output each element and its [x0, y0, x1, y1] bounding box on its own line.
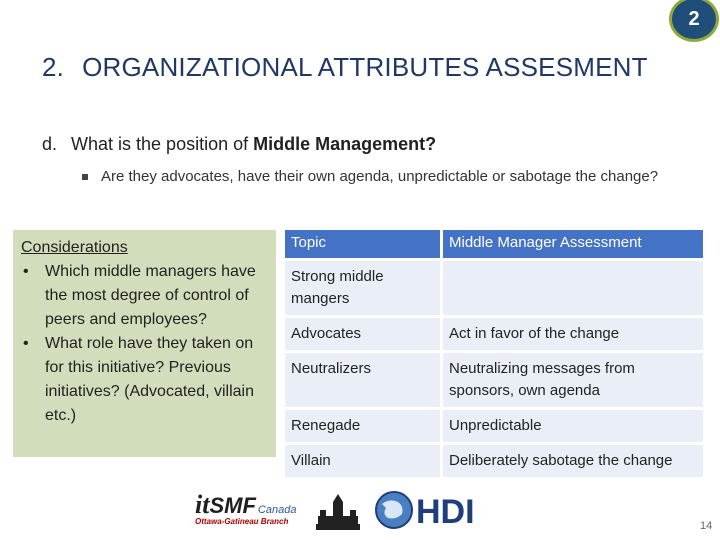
question-bullet [82, 166, 692, 188]
badge-number: 2 [688, 7, 700, 30]
slide-number-badge [669, 0, 719, 42]
parliament-icon [316, 494, 360, 530]
considerations-title: Considerations [21, 239, 128, 256]
considerations-box [13, 230, 276, 457]
row-assessment: Neutralizing messages from sponsors, own agenda [443, 353, 703, 407]
bullet-dot-icon: • [23, 263, 29, 280]
row-topic: Strong middle mangers [285, 261, 440, 315]
title-number: 2. [42, 52, 65, 82]
table-row [285, 445, 703, 477]
table-row [285, 410, 703, 442]
row-assessment [443, 261, 703, 315]
itsmf-logo: itSMF Canada Ottawa-Gatineau Branch [195, 490, 297, 526]
question-bold: Middle Management? [253, 134, 437, 154]
considerations-item: • What role have they taken on for this initiative? Previous initiatives? (Advocated, villain etc.) [21, 332, 268, 428]
row-assessment: Unpredictable [443, 410, 703, 442]
question-prefix: What is the position of [71, 134, 249, 154]
assessment-table [285, 230, 703, 480]
title-text: ORGANIZATIONAL ATTRIBUTES ASSESMENT [82, 52, 648, 82]
table-header-row [285, 230, 703, 258]
table-row [285, 353, 703, 407]
square-bullet-icon [82, 174, 88, 180]
table-row [285, 318, 703, 350]
table-row [285, 261, 703, 315]
bullet-dot-icon: • [23, 335, 29, 352]
row-topic: Renegade [285, 410, 440, 442]
page-number: 14 [700, 520, 713, 532]
row-topic: Villain [285, 445, 440, 477]
row-assessment: Deliberately sabotage the change [443, 445, 703, 477]
slide-title [42, 52, 648, 83]
row-assessment: Act in favor of the change [443, 318, 703, 350]
row-topic: Advocates [285, 318, 440, 350]
row-topic: Neutralizers [285, 353, 440, 407]
considerations-item: • Which middle managers have the most degree of control of peers and employees? [21, 260, 268, 332]
header-assessment: Middle Manager Assessment [443, 230, 703, 258]
question-label: d. [42, 134, 58, 154]
header-topic: Topic [285, 230, 440, 258]
svg-text:HDI: HDI [416, 493, 475, 530]
question [42, 134, 436, 155]
hdi-logo [374, 490, 504, 530]
bullet-text: Are they advocates, have their own agenda, unpredictable or sabotage the change? [101, 168, 659, 185]
